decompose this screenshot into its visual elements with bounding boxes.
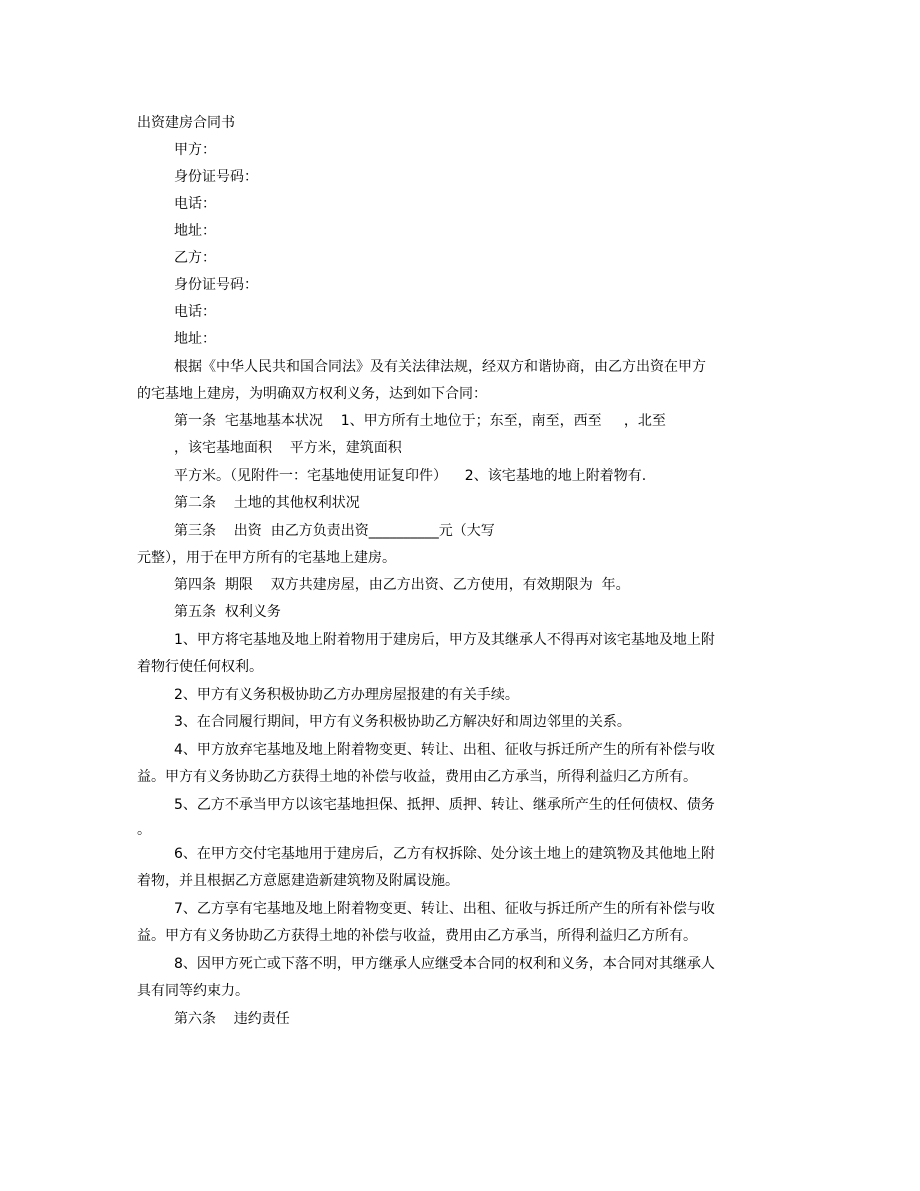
party-b-label: 乙方：: [174, 250, 216, 266]
clause-5-line-1: 5、乙方不承当甲方以该宅基地担保、抵押、质押、转让、继承所产生的任何债权、债务: [174, 797, 715, 813]
clause-4-line-1: 4、甲方放弃宅基地及地上附着物变更、转让、出租、征收与拆迁所产生的所有补偿与收: [174, 742, 715, 758]
article-4: 第四条 期限 双方共建房屋，由乙方出资、乙方使用，有效期限为 年。: [174, 577, 630, 593]
intro-paragraph-line-1: 根据《中华人民共和国合同法》及有关法律法规，经双方和谐协商，由乙方出资在甲方: [174, 359, 706, 375]
article-5-heading: 第五条 权利义务: [174, 604, 281, 620]
clause-7-line-2: 益。甲方有义务协助乙方获得土地的补偿与收益，费用由乙方承当，所得利益归乙方所有。: [137, 928, 697, 944]
article-3-line-2: 元整），用于在甲方所有的宅基地上建房。: [137, 550, 396, 566]
clause-2: 2、甲方有义务积极协助乙方办理房屋报建的有关手续。: [174, 687, 519, 703]
party-b-phone-label: 电话：: [174, 304, 216, 320]
party-a-id-label: 身份证号码：: [174, 169, 258, 185]
clause-1-line-1: 1、甲方将宅基地及地上附着物用于建房后，甲方及其继承人不得再对该宅基地及地上附: [174, 632, 715, 648]
party-a-address-label: 地址：: [174, 223, 216, 239]
party-b-address-label: 地址：: [174, 331, 216, 347]
document-title: 出资建房合同书: [137, 115, 235, 131]
article-1-line-2: ，该宅基地面积 平方米，建筑面积: [174, 440, 402, 456]
article-6-heading: 第六条 违约责任: [174, 1011, 290, 1027]
article-1-line-3: 平方米。（见附件一：宅基地使用证复印件） 2、该宅基地的地上附着物有.: [174, 468, 647, 484]
clause-6-line-2: 着物，并且根据乙方意愿建造新建筑物及附属设施。: [137, 873, 459, 889]
clause-4-line-2: 益。甲方有义务协助乙方获得土地的补偿与收益，费用由乙方承当，所得利益归乙方所有。: [137, 769, 697, 785]
clause-7-line-1: 7、乙方享有宅基地及地上附着物变更、转让、出租、征收与拆迁所产生的所有补偿与收: [174, 901, 715, 917]
clause-8-line-2: 具有同等约束力。: [137, 983, 249, 999]
clause-6-line-1: 6、在甲方交付宅基地用于建房后，乙方有权拆除、处分该土地上的建筑物及其他地上附: [174, 846, 715, 862]
article-1-line-1: 第一条 宅基地基本状况 1、甲方所有土地位于；东至，南至，西至 ，北至: [174, 413, 666, 429]
party-a-phone-label: 电话：: [174, 196, 216, 212]
party-a-label: 甲方：: [174, 142, 216, 158]
article-2-heading: 第二条 土地的其他权利状况: [174, 495, 360, 511]
party-b-id-label: 身份证号码：: [174, 277, 258, 293]
intro-paragraph-line-2: 的宅基地上建房，为明确双方权利义务，达到如下合同：: [137, 386, 487, 402]
clause-1-line-2: 着物行使任何权利。: [137, 659, 263, 675]
clause-3: 3、在合同履行期间，甲方有义务积极协助乙方解决好和周边邻里的关系。: [174, 714, 631, 730]
article-3-line-1: 第三条 出资 由乙方负责出资__________元（大写: [174, 523, 495, 539]
clause-5-line-2: 。: [137, 822, 151, 838]
clause-8-line-1: 8、因甲方死亡或下落不明，甲方继承人应继受本合同的权利和义务，本合同对其继承人: [174, 956, 715, 972]
